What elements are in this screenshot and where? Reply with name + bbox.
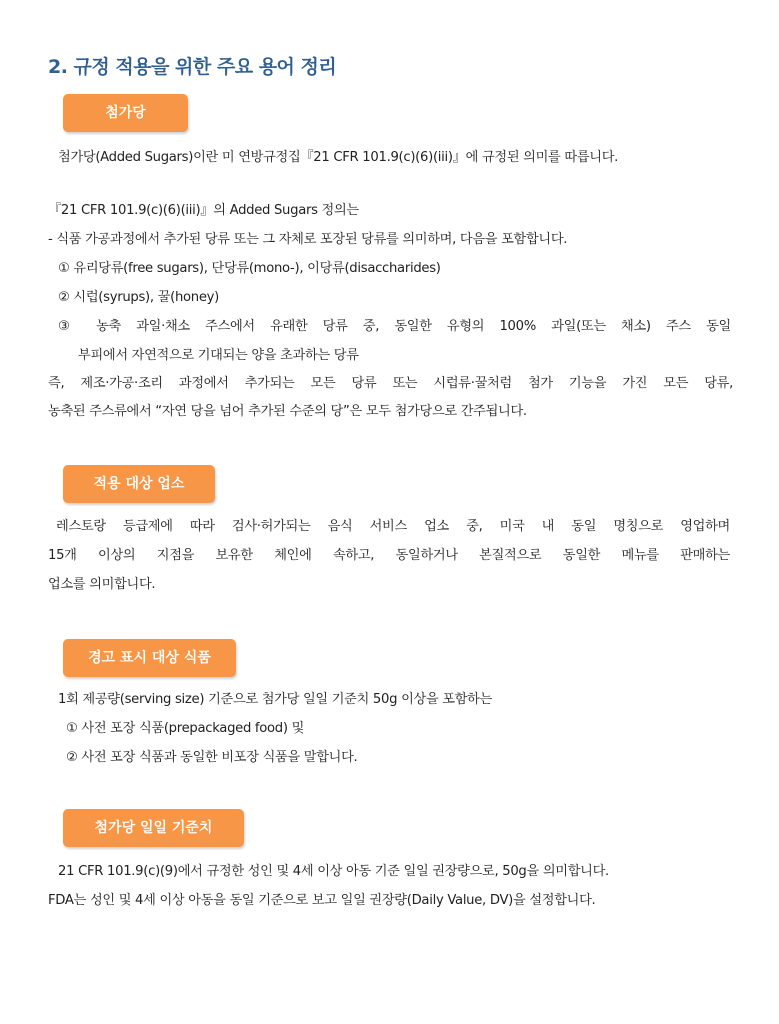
list-item: ② 시럽(syrups), 꿀(honey): [58, 290, 219, 305]
section-badge-warning-label-foods: 경고 표시 대상 식품: [63, 639, 236, 677]
list-item: ③ 농축 과일·채소 주스에서 유래한 당류 중, 동일한 유형의 100% 과일(또는 채소) 주스 동일: [58, 319, 731, 334]
page-title: 2. 규정 적용을 위한 주요 용어 정리: [48, 56, 337, 78]
body-line: 레스토랑 등급제에 따라 검사·허가되는 음식 서비스 업소 중, 미국 내 동일 명칭으로 영업하며: [56, 519, 730, 534]
section-badge-added-sugars: 첨가당: [63, 94, 188, 132]
body-line: 1회 제공량(serving size) 기준으로 첨가당 일일 기준치 50g 이상을 포함하는: [58, 692, 493, 707]
section-badge-daily-reference-value: 첨가당 일일 기준치: [63, 809, 244, 847]
list-item-continuation: 부피에서 자연적으로 기대되는 양을 초과하는 당류: [78, 348, 359, 363]
body-line: 21 CFR 101.9(c)(9)에서 규정한 성인 및 4세 이상 아동 기준 일일 권장량으로, 50g을 의미합니다.: [58, 864, 609, 879]
body-line: 15개 이상의 지점을 보유한 체인에 속하고, 동일하거나 본질적으로 동일한 메뉴를 판매하는: [48, 548, 730, 563]
body-line: 업소를 의미합니다.: [48, 577, 156, 592]
body-line: FDA는 성인 및 4세 이상 아동을 동일 기준으로 보고 일일 권장량(Daily Value, DV)을 설정합니다.: [48, 893, 596, 908]
body-line: 즉, 제조·가공·조리 과정에서 추가되는 모든 당류 또는 시럽류·꿀처럼 첨가 기능을 가진 모든 당류,: [48, 376, 733, 391]
body-line: 『21 CFR 101.9(c)(6)(iii)』의 Added Sugars 정의는: [48, 203, 359, 218]
list-item: ① 사전 포장 식품(prepackaged food) 및: [66, 721, 305, 736]
body-line: 농축된 주스류에서 “자연 당을 넘어 추가된 수준의 당”은 모두 첨가당으로 간주됩니다.: [48, 404, 527, 419]
list-item: ② 사전 포장 식품과 동일한 비포장 식품을 말합니다.: [66, 750, 358, 765]
section-badge-target-establishments: 적용 대상 업소: [63, 465, 215, 503]
list-item: ① 유리당류(free sugars), 단당류(mono-), 이당류(disaccharides): [58, 261, 441, 276]
body-line: - 식품 가공과정에서 추가된 당류 또는 그 자체로 포장된 당류를 의미하며, 다음을 포함합니다.: [48, 232, 568, 247]
body-line: 첨가당(Added Sugars)이란 미 연방규정집『21 CFR 101.9(c)(6)(iii)』에 규정된 의미를 따릅니다.: [58, 150, 619, 165]
